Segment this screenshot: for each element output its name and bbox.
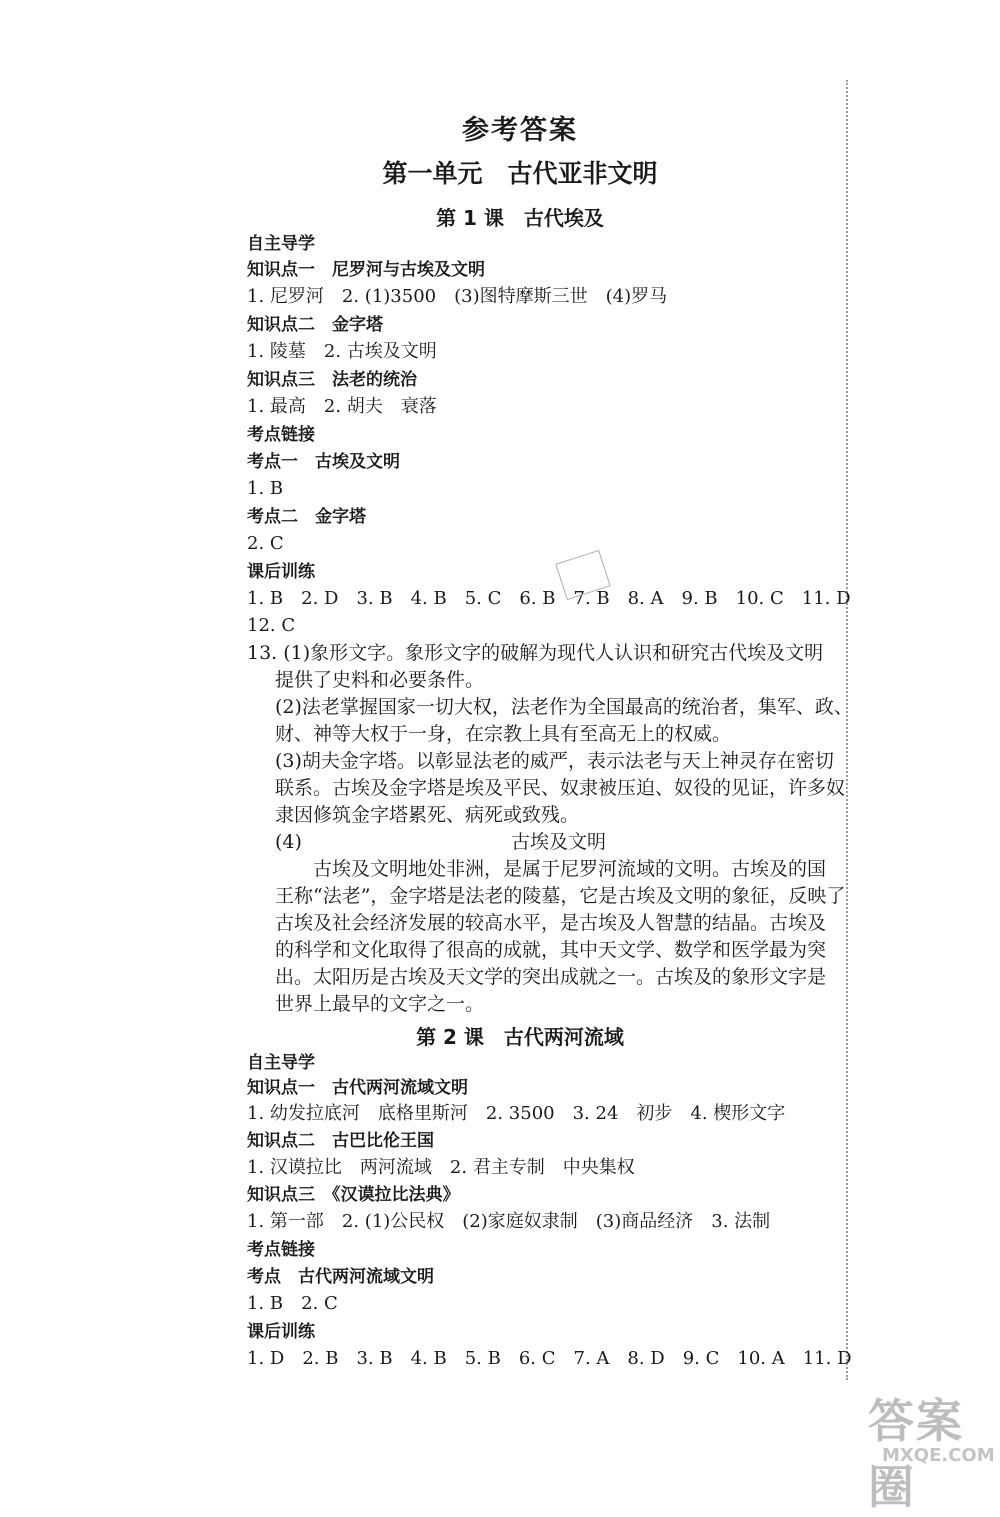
l2-k2-answer: 1. 汉谟拉比 两河流域 2. 君主专制 中央集权 xyxy=(247,1157,635,1178)
watermark-url: MXQE.COM xyxy=(882,1445,995,1466)
l2-kdlj-heading: 考点链接 xyxy=(247,1240,315,1260)
q13-line-2: 提供了史料和必要条件。 xyxy=(275,669,485,691)
l2-k1-answer: 1. 幼发拉底河 底格里斯河 2. 3500 3. 24 初步 4. 楔形文字 xyxy=(247,1103,786,1124)
l2-k3-answer: 1. 第一部 2. (1)公民权 (2)家庭奴隶制 (3)商品经济 3. 法制 xyxy=(247,1211,771,1232)
q13-line-10: 王称“法老”，金字塔是法老的陵墓，它是古埃及文明的象征，反映了 xyxy=(275,885,846,907)
l1-kd1-answer: 1. B xyxy=(247,478,284,499)
q13-line-13: 出。太阳历是古埃及天文学的突出成就之一。古埃及的象形文字是 xyxy=(275,966,827,988)
lesson-1-title: 第 1 课 古代埃及 xyxy=(436,206,604,230)
q13-line-6: 联系。古埃及金字塔是埃及平民、奴隶被压迫、奴役的见证，许多奴 xyxy=(275,777,846,799)
l2-zizhu-heading: 自主导学 xyxy=(247,1053,315,1073)
l1-k1-heading: 知识点一 尼罗河与古埃及文明 xyxy=(247,260,485,280)
q13-line-7: 隶因修筑金字塔累死、病死或致残。 xyxy=(275,804,580,826)
lesson-2-title: 第 2 课 古代两河流域 xyxy=(416,1025,624,1049)
watermark-text: 答案圈 xyxy=(868,1394,964,1514)
l1-k3-heading: 知识点三 法老的统治 xyxy=(247,370,417,390)
l1-kd2-answer: 2. C xyxy=(247,533,284,554)
l1-k3-answer: 1. 最高 2. 胡夫 衰落 xyxy=(247,396,437,417)
q13-line-11: 古埃及社会经济发展的较高水平，是古埃及人智慧的结晶。古埃及 xyxy=(275,912,827,934)
q13-line-14: 世界上最早的文字之一。 xyxy=(275,993,485,1015)
q13-line-12: 的科学和文化取得了很高的成就，其中天文学、数学和医学最为突 xyxy=(275,939,827,961)
site-watermark xyxy=(778,1355,995,1514)
l1-hx-line1: 1. B 2. D 3. B 4. B 5. C 6. B 7. B 8. A 9. B 10. C 11. D xyxy=(247,588,851,609)
l2-khxl-heading: 课后训练 xyxy=(247,1322,315,1342)
l1-kdlj-heading: 考点链接 xyxy=(247,425,315,445)
l1-zizhu-heading: 自主导学 xyxy=(247,234,315,254)
l1-hx-line2: 12. C xyxy=(247,615,296,636)
q13-line-5: (3)胡夫金字塔。以彰显法老的威严，表示法老与天上神灵存在密切 xyxy=(275,750,834,772)
l1-k1-answer: 1. 尼罗河 2. (1)3500 (3)图特摩斯三世 (4)罗马 xyxy=(247,286,668,307)
l1-kd2-heading: 考点二 金字塔 xyxy=(247,507,366,527)
l1-khxl-heading: 课后训练 xyxy=(247,562,315,582)
l2-kd-answer: 1. B 2. C xyxy=(247,1293,338,1314)
margin-dotted-rule xyxy=(846,80,848,1380)
l2-kd-heading: 考点 古代两河流域文明 xyxy=(247,1267,434,1287)
l2-k1-heading: 知识点一 古代两河流域文明 xyxy=(247,1078,468,1098)
q13-essay-title: 古埃及文明 xyxy=(511,831,607,853)
l2-k2-heading: 知识点二 古巴比伦王国 xyxy=(247,1131,434,1151)
q13-line-9: 古埃及文明地处非洲，是属于尼罗河流域的文明。古埃及的国 xyxy=(313,858,827,880)
unit-title: 第一单元 古代亚非文明 xyxy=(382,159,658,188)
l1-k2-heading: 知识点二 金字塔 xyxy=(247,315,383,335)
page-title: 参考答案 xyxy=(462,115,578,146)
l1-k2-answer: 1. 陵墓 2. 古埃及文明 xyxy=(247,341,437,362)
l1-kd1-heading: 考点一 古埃及文明 xyxy=(247,452,400,472)
q13-line-3: (2)法老掌握国家一切大权，法老作为全国最高的统治者，集军、政、 xyxy=(275,696,853,718)
q13-line-1: 13. (1)象形文字。象形文字的破解为现代人认识和研究古代埃及文明 xyxy=(247,642,824,664)
q13-line-4: 财、神等大权于一身，在宗教上具有至高无上的权威。 xyxy=(275,723,732,745)
l2-hx-line1: 1. D 2. B 3. B 4. B 5. B 6. C 7. A 8. D 9. C 10. A 11. D xyxy=(247,1348,852,1369)
q13-line-8-label: (4) xyxy=(275,831,302,853)
l2-k3-heading: 知识点三 《汉谟拉比法典》 xyxy=(247,1185,460,1205)
